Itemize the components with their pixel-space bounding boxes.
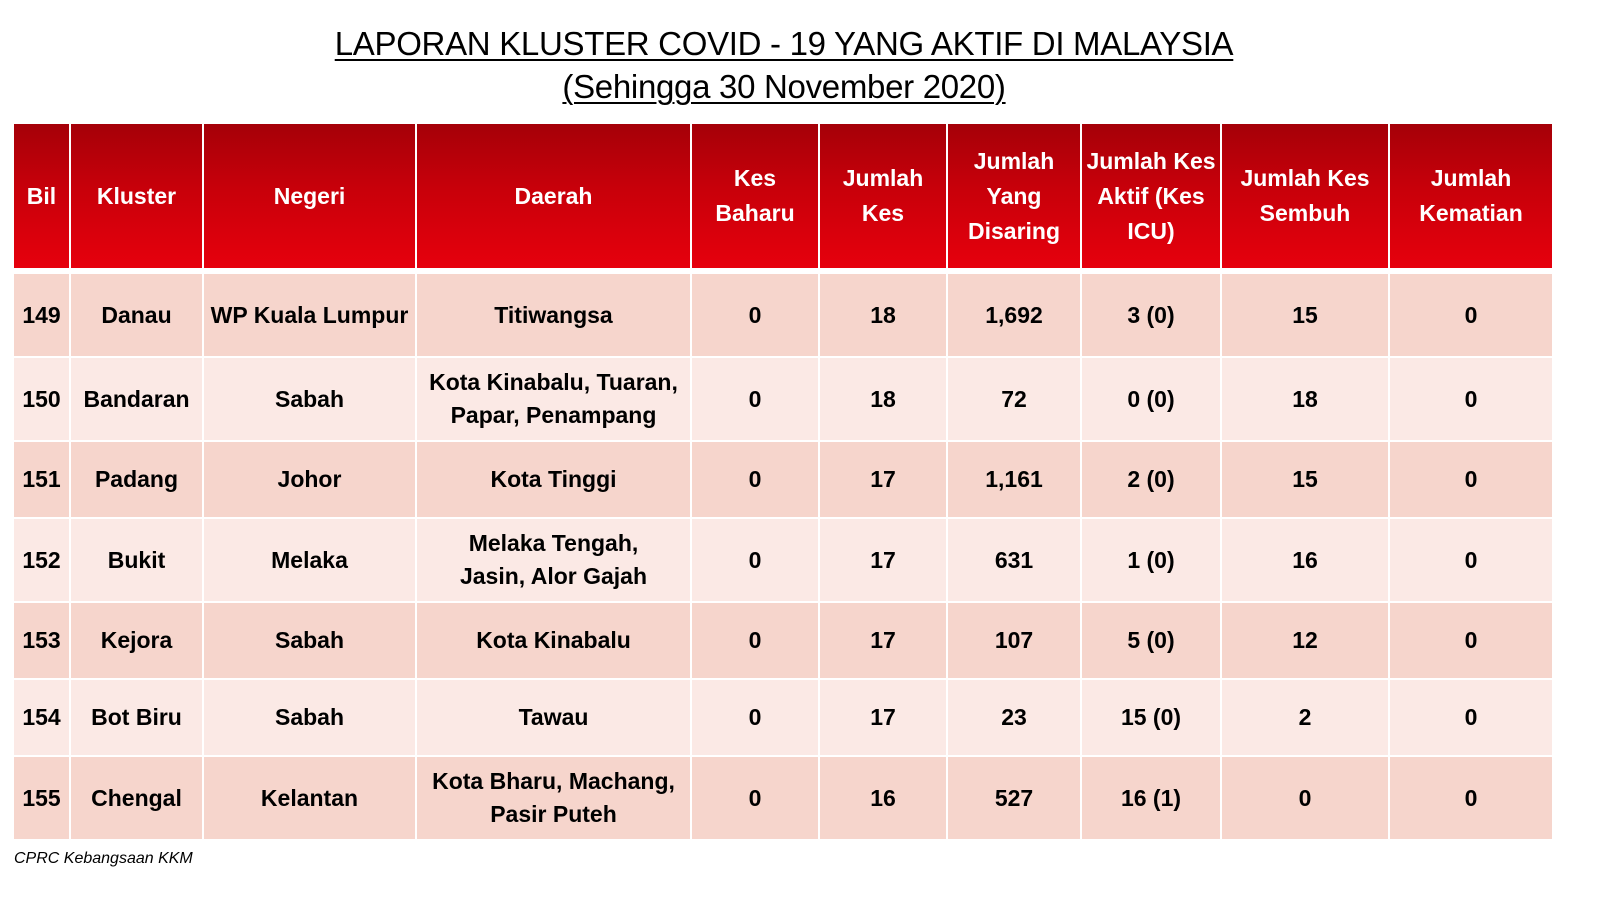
cell-bil: 155 [14, 755, 71, 839]
cell-aktif: 15 (0) [1082, 678, 1222, 755]
cell-jumlah-kes: 17 [820, 517, 948, 601]
cell-kes-baharu: 0 [692, 755, 820, 839]
cell-kematian: 0 [1390, 517, 1552, 601]
cell-daerah: Kota Bharu, Machang, Pasir Puteh [417, 755, 692, 839]
cell-bil: 152 [14, 517, 71, 601]
cell-daerah: Tawau [417, 678, 692, 755]
cell-bil: 154 [14, 678, 71, 755]
cell-negeri: Sabah [204, 601, 417, 678]
header-kluster: Kluster [71, 124, 204, 272]
header-daerah: Daerah [417, 124, 692, 272]
cell-jumlah-kes: 17 [820, 678, 948, 755]
table-header-row [14, 124, 1552, 272]
cluster-table [14, 124, 1552, 839]
cell-kes-baharu: 0 [692, 440, 820, 517]
cell-sembuh: 0 [1222, 755, 1390, 839]
cell-daerah: Melaka Tengah, Jasin, Alor Gajah [417, 517, 692, 601]
cell-kes-baharu: 0 [692, 356, 820, 440]
cell-aktif: 16 (1) [1082, 755, 1222, 839]
cell-aktif: 2 (0) [1082, 440, 1222, 517]
table-row [14, 356, 1552, 440]
header-jumlah-aktif: Jumlah Kes Aktif (Kes ICU) [1082, 124, 1222, 272]
header-bil: Bil [14, 124, 71, 272]
cell-daerah: Titiwangsa [417, 272, 692, 356]
cell-disaring: 1,692 [948, 272, 1082, 356]
cell-daerah: Kota Tinggi [417, 440, 692, 517]
cell-jumlah-kes: 17 [820, 440, 948, 517]
source-footnote: CPRC Kebangsaan KKM [14, 850, 193, 867]
report-title [0, 22, 1568, 108]
table-row [14, 678, 1552, 755]
cell-negeri: WP Kuala Lumpur [204, 272, 417, 356]
cell-jumlah-kes: 18 [820, 356, 948, 440]
cell-jumlah-kes: 16 [820, 755, 948, 839]
cell-sembuh: 16 [1222, 517, 1390, 601]
cell-sembuh: 15 [1222, 440, 1390, 517]
cell-negeri: Sabah [204, 678, 417, 755]
cell-kluster: Bukit [71, 517, 204, 601]
cell-sembuh: 12 [1222, 601, 1390, 678]
cell-kematian: 0 [1390, 272, 1552, 356]
table-row [14, 755, 1552, 839]
cell-disaring: 527 [948, 755, 1082, 839]
header-kes-baharu: Kes Baharu [692, 124, 820, 272]
cell-kluster: Bot Biru [71, 678, 204, 755]
title-line-2: (Sehingga 30 November 2020) [562, 68, 1006, 105]
cell-aktif: 1 (0) [1082, 517, 1222, 601]
cell-negeri: Johor [204, 440, 417, 517]
table-row [14, 440, 1552, 517]
cell-bil: 153 [14, 601, 71, 678]
header-jumlah-sembuh: Jumlah Kes Sembuh [1222, 124, 1390, 272]
cell-disaring: 107 [948, 601, 1082, 678]
cell-kematian: 0 [1390, 440, 1552, 517]
cell-bil: 151 [14, 440, 71, 517]
table-row [14, 272, 1552, 356]
cell-negeri: Sabah [204, 356, 417, 440]
cell-daerah: Kota Kinabalu, Tuaran, Papar, Penampang [417, 356, 692, 440]
cell-sembuh: 18 [1222, 356, 1390, 440]
cell-aktif: 0 (0) [1082, 356, 1222, 440]
cell-disaring: 631 [948, 517, 1082, 601]
cell-bil: 149 [14, 272, 71, 356]
cell-kematian: 0 [1390, 755, 1552, 839]
cell-kes-baharu: 0 [692, 601, 820, 678]
table-row [14, 517, 1552, 601]
title-line-1: LAPORAN KLUSTER COVID - 19 YANG AKTIF DI MALAYSIA [334, 25, 1234, 62]
cell-kluster: Padang [71, 440, 204, 517]
cell-sembuh: 15 [1222, 272, 1390, 356]
cell-daerah: Kota Kinabalu [417, 601, 692, 678]
cell-bil: 150 [14, 356, 71, 440]
cell-disaring: 72 [948, 356, 1082, 440]
header-negeri: Negeri [204, 124, 417, 272]
cell-kluster: Danau [71, 272, 204, 356]
cell-aktif: 3 (0) [1082, 272, 1222, 356]
cell-kes-baharu: 0 [692, 517, 820, 601]
cell-negeri: Kelantan [204, 755, 417, 839]
cell-aktif: 5 (0) [1082, 601, 1222, 678]
cell-disaring: 1,161 [948, 440, 1082, 517]
cell-jumlah-kes: 18 [820, 272, 948, 356]
cell-kematian: 0 [1390, 601, 1552, 678]
cell-negeri: Melaka [204, 517, 417, 601]
cell-kluster: Bandaran [71, 356, 204, 440]
cell-jumlah-kes: 17 [820, 601, 948, 678]
cell-disaring: 23 [948, 678, 1082, 755]
header-jumlah-kematian: Jumlah Kematian [1390, 124, 1552, 272]
cell-kluster: Chengal [71, 755, 204, 839]
cell-kluster: Kejora [71, 601, 204, 678]
cell-sembuh: 2 [1222, 678, 1390, 755]
cell-kematian: 0 [1390, 678, 1552, 755]
header-jumlah-disaring: Jumlah Yang Disaring [948, 124, 1082, 272]
header-jumlah-kes: Jumlah Kes [820, 124, 948, 272]
cell-kematian: 0 [1390, 356, 1552, 440]
cell-kes-baharu: 0 [692, 678, 820, 755]
cell-kes-baharu: 0 [692, 272, 820, 356]
table-row [14, 601, 1552, 678]
